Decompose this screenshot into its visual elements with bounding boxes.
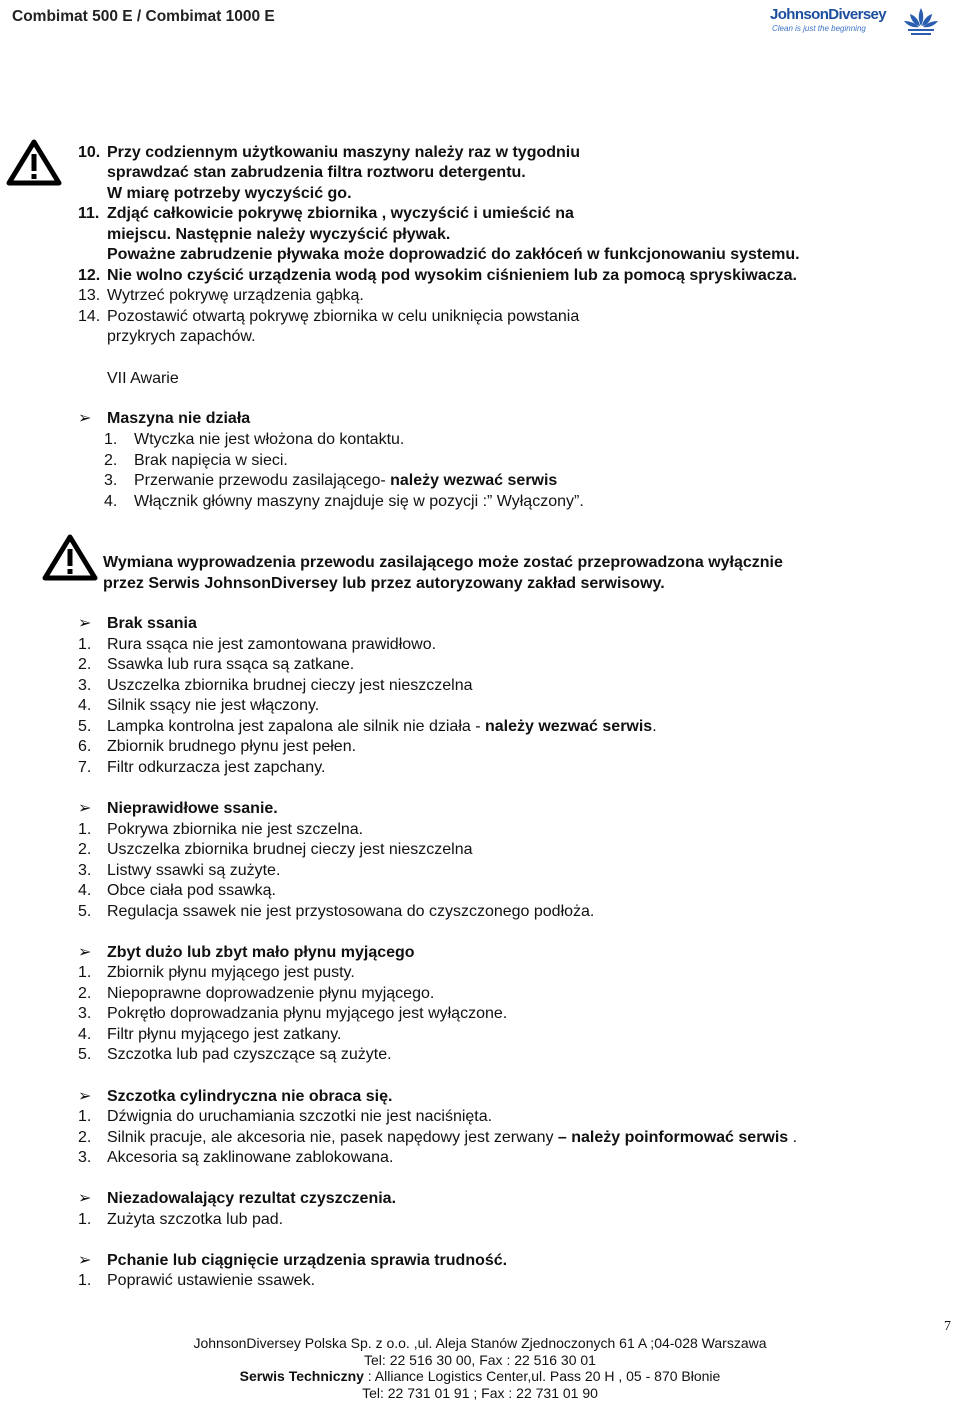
arrow-bullet-icon: ➢ [78,1190,92,1207]
list-item-number: 2. [104,452,118,469]
list-item: Pokrywa zbiornika nie jest szczelna. [107,821,364,838]
step-text: Pozostawić otwartą pokrywę zbiornika w celu uniknięcia powstania [107,308,580,325]
arrow-bullet-icon: ➢ [78,1252,92,1269]
fault-heading: Niezadowalający rezultat czyszczenia. [107,1190,397,1207]
page-number: 7 [944,1319,951,1334]
fault-heading: Nieprawidłowe ssanie. [107,800,278,817]
list-item: Zbiornik brudnego płynu jest pełen. [107,738,357,755]
step-text: Poważne zabrudzenie pływaka może doprowadzić do zakłóceń w funkcjonowaniu systemu. [107,246,800,263]
list-item-number: 5. [78,1046,92,1063]
step-text: miejscu. Następnie należy wyczyścić pływak. [107,226,451,243]
list-item: Akcesoria są zaklinowane zablokowana. [107,1149,394,1166]
list-item-number: 2. [78,1129,92,1146]
list-item: Uszczelka zbiornika brudnej cieczy jest nieszczelna [107,677,473,694]
list-item-number: 3. [78,1149,92,1166]
step-text: sprawdzać stan zabrudzenia filtra roztworu detergentu. [107,164,526,181]
fault-heading: Brak ssania [107,615,197,632]
step-number: 12. [78,267,101,284]
section-title: VII Awarie [107,370,179,387]
list-item-number: 1. [78,964,92,981]
fault-heading: Pchanie lub ciągnięcie urządzenia sprawia trudność. [107,1252,508,1269]
document-header-title: Combimat 500 E / Combimat 1000 E [12,8,275,25]
list-item-number: 3. [78,677,92,694]
company-logo [770,4,950,40]
step-number: 10. [78,144,101,161]
footer-address: JohnsonDiversey Polska Sp. z o.o. ,ul. Aleja Stanów Zjednoczonych 61 A ;04-028 Warszawa [193,1335,767,1351]
list-item-number: 1. [78,636,92,653]
step-text: Wytrzeć pokrywę urządzenia gąbką. [107,287,364,304]
list-item-number: 5. [78,903,92,920]
list-item-number: 5. [78,718,92,735]
step-text: Zdjąć całkowicie pokrywę zbiornika , wyczyścić i umieścić na [107,205,574,222]
warning-text: Wymiana wyprowadzenia przewodu zasilającego może zostać przeprowadzona wyłącznie [103,554,783,571]
list-item: Filtr odkurzacza jest zapchany. [107,759,326,776]
list-item-number: 2. [78,985,92,1002]
step-text: Nie wolno czyścić urządzenia wodą pod wysokim ciśnieniem lub za pomocą spryskiwacza. [107,267,797,284]
list-item: Niepoprawne doprowadzenie płynu myjącego. [107,985,435,1002]
list-item-number: 1. [78,1108,92,1125]
list-item: Obce ciała pod ssawką. [107,882,276,899]
list-item-number: 3. [104,472,118,489]
step-number: 14. [78,308,101,325]
list-item-number: 4. [104,493,118,510]
list-item-number: 1. [104,431,118,448]
arrow-bullet-icon: ➢ [78,800,92,817]
list-item-number: 2. [78,656,92,673]
list-item: Rura ssąca nie jest zamontowana prawidłowo. [107,636,437,653]
arrow-bullet-icon: ➢ [78,615,92,632]
list-item: Lampka kontrolna jest zapalona ale silnik nie działa - należy wezwać serwis. [107,718,657,735]
list-item: Zużyta szczotka lub pad. [107,1211,284,1228]
list-item: Wtyczka nie jest włożona do kontaktu. [134,431,405,448]
list-item: Zbiornik płynu myjącego jest pusty. [107,964,355,981]
list-item: Uszczelka zbiornika brudnej cieczy jest nieszczelna [107,841,473,858]
lotus-icon [902,4,940,38]
list-item: Ssawka lub rura ssąca są zatkane. [107,656,355,673]
fault-heading: Maszyna nie działa [107,410,251,427]
list-item: Listwy ssawki są zużyte. [107,862,281,879]
arrow-bullet-icon: ➢ [78,410,92,427]
list-item: Silnik ssący nie jest włączony. [107,697,320,714]
list-item: Szczotka lub pad czyszczące są zużyte. [107,1046,392,1063]
list-item-number: 3. [78,1005,92,1022]
footer-phone: Tel: 22 516 30 00, Fax : 22 516 30 01 [364,1352,596,1368]
warning-triangle-icon [42,533,98,581]
fault-heading: Szczotka cylindryczna nie obraca się. [107,1088,393,1105]
step-text: przykrych zapachów. [107,328,256,345]
list-item-number: 6. [78,738,92,755]
list-item: Przerwanie przewodu zasilającego- należy wezwać serwis [134,472,558,489]
list-item-number: 1. [78,821,92,838]
list-item: Poprawić ustawienie ssawek. [107,1272,316,1289]
logo-tagline: Clean is just the beginning [772,24,866,33]
list-item-number: 4. [78,1026,92,1043]
step-text: Przy codziennym użytkowaniu maszyny należy raz w tygodniu [107,144,580,161]
list-item-number: 4. [78,697,92,714]
step-text: W miarę potrzeby wyczyścić go. [107,185,352,202]
list-item: Włącznik główny maszyny znajduje się w pozycji :” Wyłączony”. [134,493,584,510]
footer-service: Serwis Techniczny : Alliance Logistics Center,ul. Pass 20 H , 05 - 870 Błonie [239,1368,721,1384]
list-item: Regulacja ssawek nie jest przystosowana do czyszczonego podłoża. [107,903,595,920]
list-item: Filtr płynu myjącego jest zatkany. [107,1026,342,1043]
list-item-number: 3. [78,862,92,879]
list-item-number: 2. [78,841,92,858]
fault-heading: Zbyt dużo lub zbyt mało płynu myjącego [107,944,415,961]
list-item: Dźwignia do uruchamiania szczotki nie jest naciśnięta. [107,1108,493,1125]
list-item-number: 1. [78,1272,92,1289]
arrow-bullet-icon: ➢ [78,944,92,961]
arrow-bullet-icon: ➢ [78,1088,92,1105]
list-item-number: 4. [78,882,92,899]
list-item: Silnik pracuje, ale akcesoria nie, pasek napędowy jest zerwany – należy poinformować serwis . [107,1129,798,1146]
list-item-number: 7. [78,759,92,776]
step-number: 13. [78,287,101,304]
warning-text: przez Serwis JohnsonDiversey lub przez autoryzowany zakład serwisowy. [103,575,665,592]
list-item: Pokrętło doprowadzania płynu myjącego jest wyłączone. [107,1005,508,1022]
step-number: 11. [78,205,100,222]
list-item: Brak napięcia w sieci. [134,452,288,469]
logo-name: JohnsonDiversey [770,6,887,23]
warning-triangle-icon [6,138,62,186]
list-item-number: 1. [78,1211,92,1228]
footer-service-phone: Tel: 22 731 01 91 ; Fax : 22 731 01 90 [362,1385,598,1401]
